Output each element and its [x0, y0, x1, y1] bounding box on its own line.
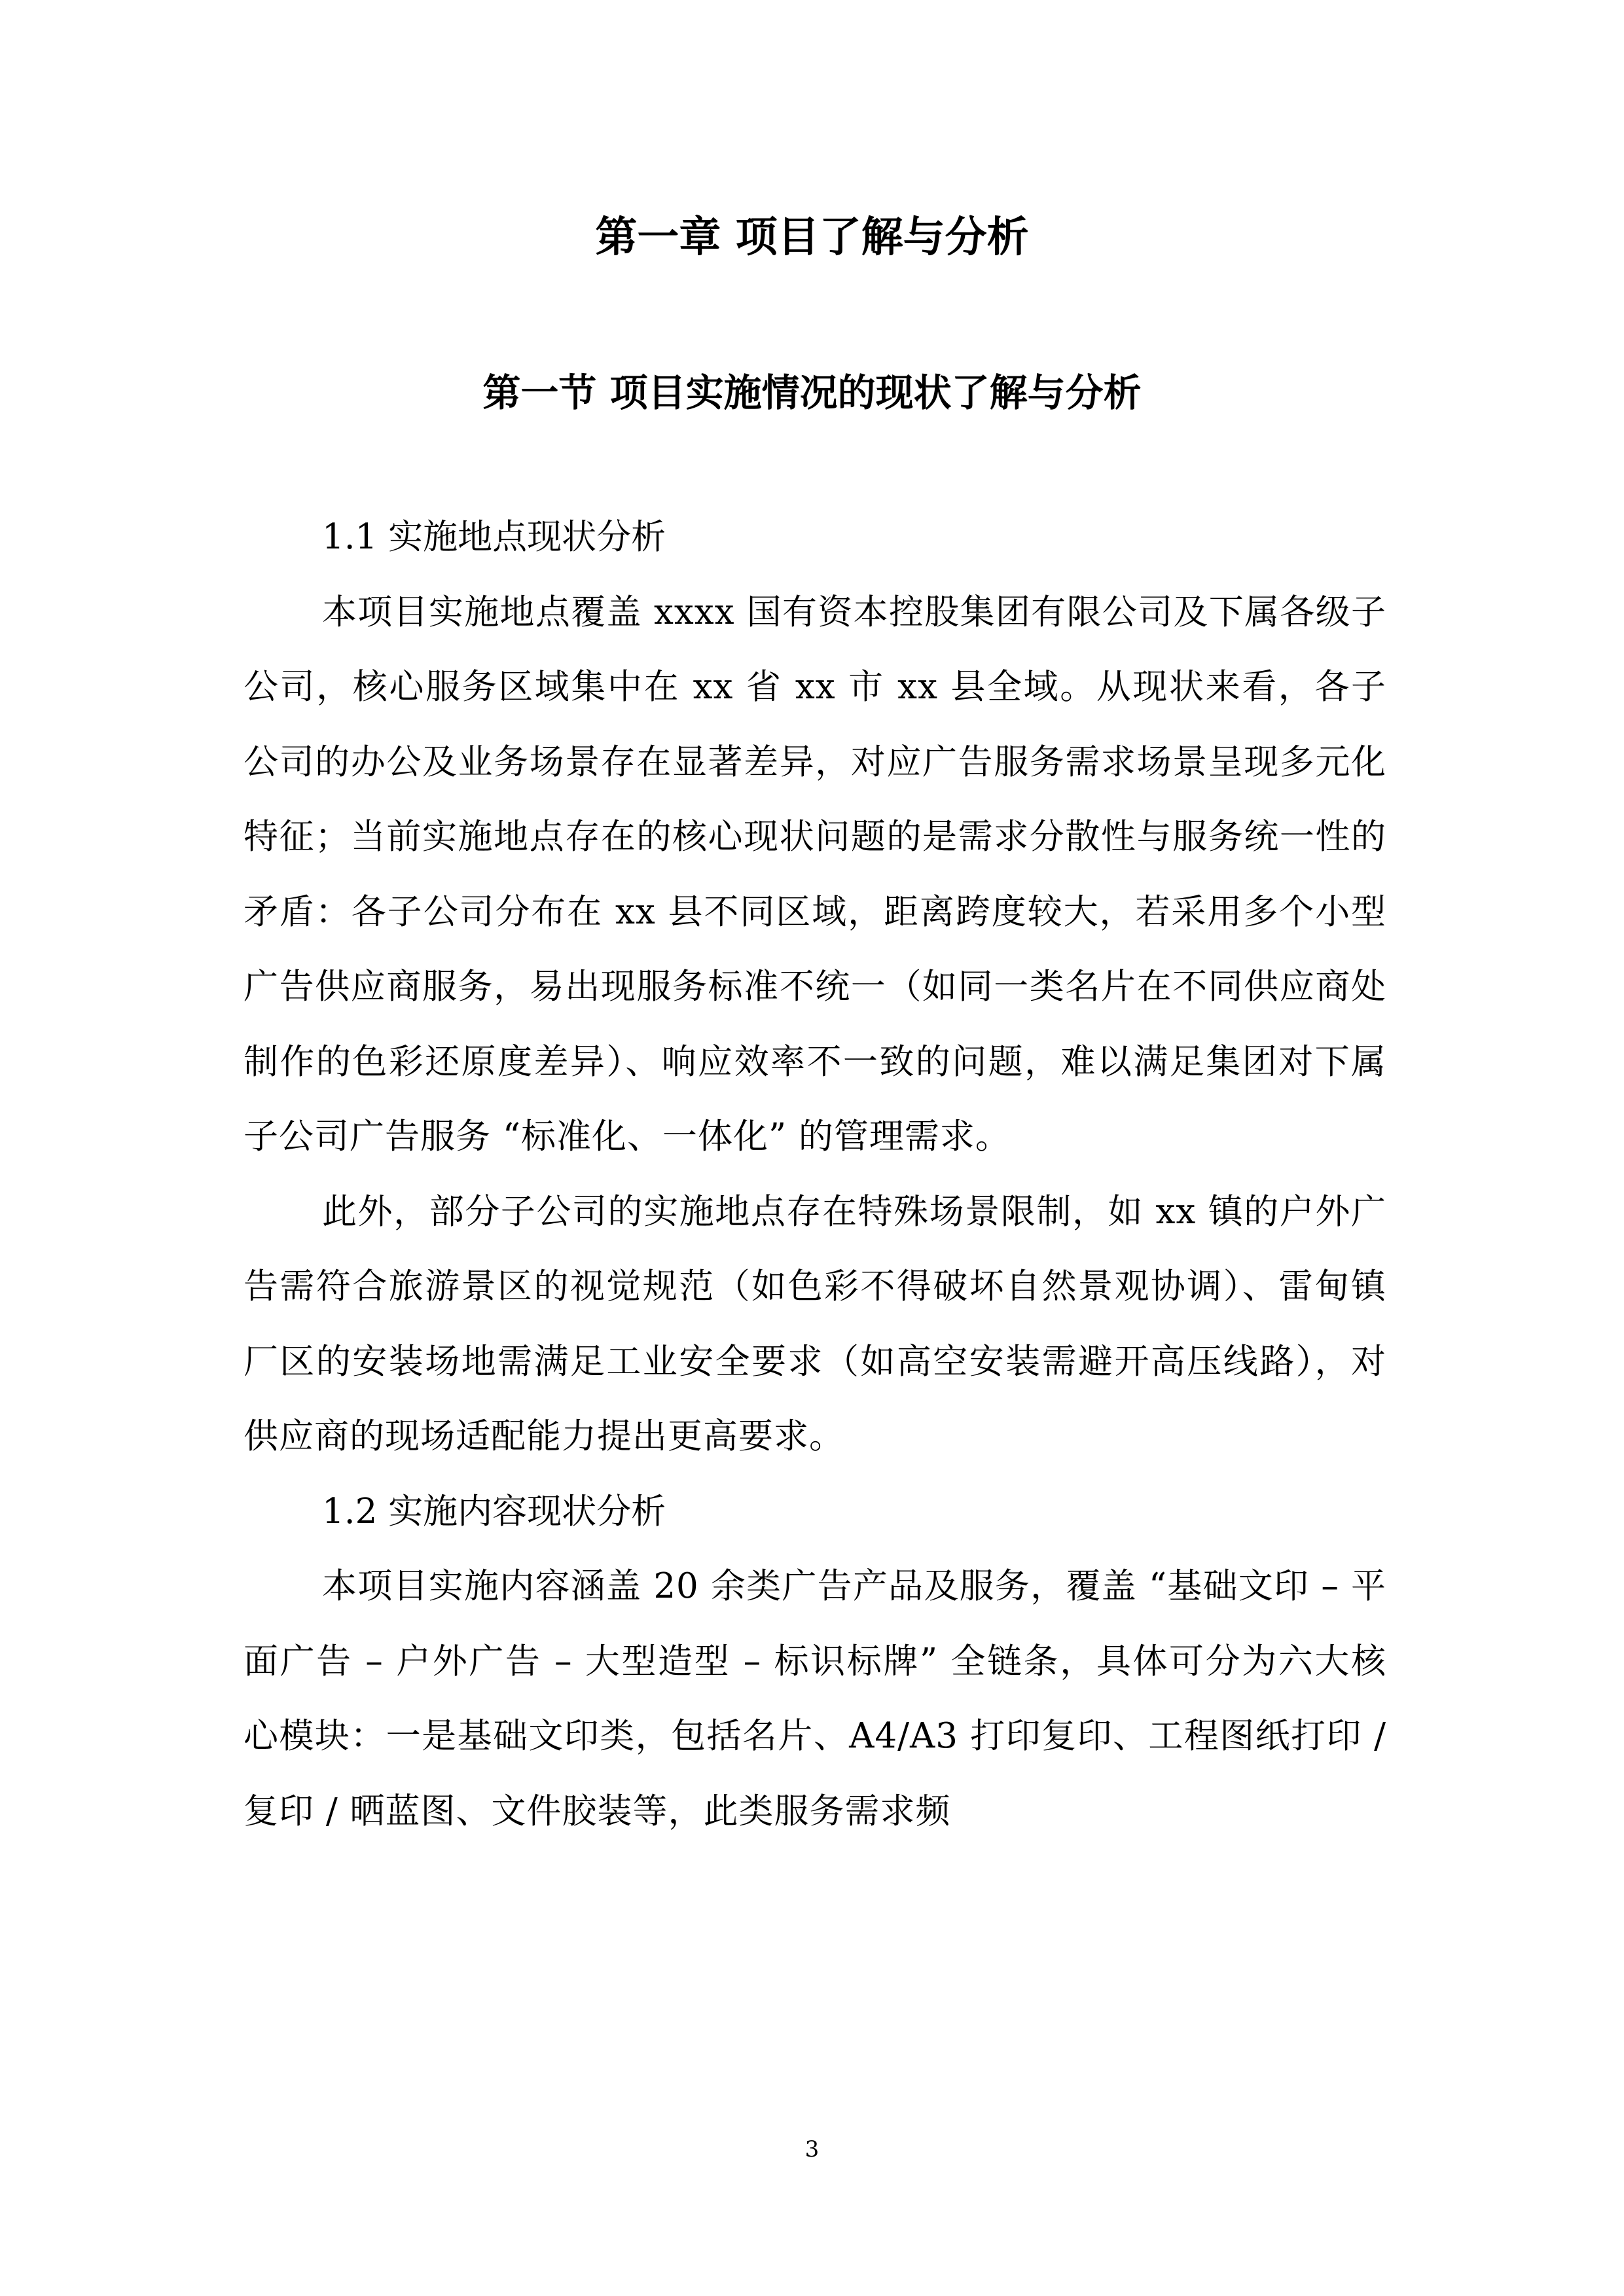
page-number: 3 — [804, 2136, 820, 2162]
paragraph: 此外，部分子公司的实施地点存在特殊场景限制，如 xx 镇的户外广告需符合旅游景区的视觉规范（如色彩不得破坏自然景观协调）、雷甸镇厂区的安装场地需满足工业安全要求（如高空安装需避开高压线路），对供应商的现场适配能力提出更高要求。 — [244, 1191, 1386, 1456]
paragraph: 本项目实施地点覆盖 xxxx 国有资本控股集团有限公司及下属各级子公司，核心服务区域集中在 xx 省 xx 市 xx 县全域。从现状来看，各子公司的办公及业务场景存在显著差异，对应广告服务需求场景呈现多元化特征；当前实施地点存在的核心现状问题的是需求分散性与服务统一性的矛盾：各子公司分布在 xx 县不同区域，距离跨度较大，若采用多个小型广告供应商服务，易出现服务标准不统一（如同一类名片在不同供应商处制作的色彩还原度差异）、响应效率不一致的问题，难以满足集团对下属子公司广告服务 “标准化、一体化” 的管理需求。 — [244, 592, 1386, 1157]
subsection-heading: 1.1 实施地点现状分析 — [322, 517, 666, 557]
chapter-title: 第一章 项目了解与分析 — [595, 213, 1029, 262]
document-body — [244, 500, 1386, 1849]
subsection-heading: 1.2 实施内容现状分析 — [322, 1491, 666, 1532]
section-title: 第一节 项目实施情况的现状了解与分析 — [482, 370, 1142, 415]
paragraph: 本项目实施内容涵盖 20 余类广告产品及服务，覆盖 “基础文印 – 平面广告 – 户外广告 – 大型造型 – 标识标牌” 全链条，具体可分为六大核心模块：一是基础文印类，包括名片、A4/A3 打印复印、工程图纸打印 / 复印 / 晒蓝图、文件胶装等，此类服务需求频 — [244, 1566, 1386, 1831]
